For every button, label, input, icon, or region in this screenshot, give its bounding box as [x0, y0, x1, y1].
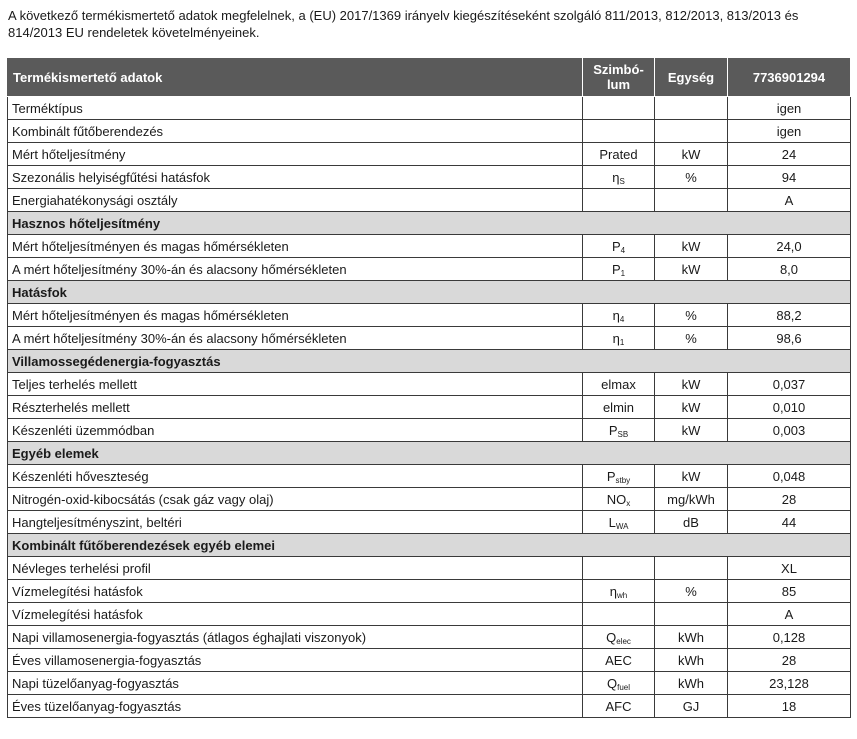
row-symbol	[583, 649, 655, 672]
symbol-main: η	[612, 307, 620, 323]
row-value: 94	[728, 166, 851, 189]
table-row	[8, 603, 851, 626]
table-row	[8, 511, 851, 534]
table-row	[8, 488, 851, 511]
row-unit: kW	[655, 235, 728, 258]
table-row	[8, 258, 851, 281]
symbol-main: P	[611, 238, 621, 254]
row-label: Napi tüzelőanyag-fogyasztás	[8, 672, 583, 695]
table-row	[8, 649, 851, 672]
row-unit: kW	[655, 143, 728, 166]
row-symbol	[583, 557, 655, 580]
symbol-main: P	[606, 468, 616, 484]
row-symbol	[583, 580, 655, 603]
intro-text: A következő termékismertető adatok megfelelnek, a (EU) 2017/1369 irányelv kiegészítéseként szolgáló 811/2013, 812/2013, 813/2013 és 814/2013 EU rendeletek követelményeinek.	[8, 8, 799, 40]
section-row	[8, 442, 851, 465]
row-unit	[655, 603, 728, 626]
row-unit: kWh	[655, 649, 728, 672]
row-label: Szezonális helyiségfűtési hatásfok	[8, 166, 583, 189]
row-value: 23,128	[728, 672, 851, 695]
row-label: Részterhelés mellett	[8, 396, 583, 419]
table-row	[8, 143, 851, 166]
row-symbol	[583, 304, 655, 327]
header-product-data: Termékismertető adatok	[8, 58, 583, 97]
symbol-subscript: S	[619, 176, 625, 186]
row-value: 28	[728, 649, 851, 672]
row-symbol	[583, 603, 655, 626]
row-unit: kWh	[655, 672, 728, 695]
table-row	[8, 327, 851, 350]
table-row	[8, 97, 851, 120]
row-value: 18	[728, 695, 851, 718]
row-label: Mért hőteljesítmény	[8, 143, 583, 166]
row-value: 24	[728, 143, 851, 166]
symbol-main: AEC	[605, 652, 632, 668]
row-label: Éves villamosenergia-fogyasztás	[8, 649, 583, 672]
table-row	[8, 419, 851, 442]
row-value: 0,003	[728, 419, 851, 442]
symbol-subscript: 4	[620, 245, 626, 255]
row-symbol	[583, 373, 655, 396]
row-label: Napi villamosenergia-fogyasztás (átlagos éghajlati viszonyok)	[8, 626, 583, 649]
product-data-table	[7, 57, 851, 718]
row-unit: kW	[655, 465, 728, 488]
row-unit: kW	[655, 396, 728, 419]
row-unit: %	[655, 580, 728, 603]
row-label: Éves tüzelőanyag-fogyasztás	[8, 695, 583, 718]
row-label: Készenléti hőveszteség	[8, 465, 583, 488]
symbol-main: Q	[606, 629, 617, 645]
section-title: Egyéb elemek	[8, 442, 851, 465]
symbol-main: η	[612, 330, 620, 346]
section-row	[8, 281, 851, 304]
header-symbol	[583, 58, 655, 97]
row-label: Teljes terhelés mellett	[8, 373, 583, 396]
row-symbol	[583, 258, 655, 281]
row-value: 8,0	[728, 258, 851, 281]
row-label: Vízmelegítési hatásfok	[8, 580, 583, 603]
symbol-main: Prated	[599, 146, 638, 162]
header-product-number: 7736901294	[728, 58, 851, 97]
symbol-main: elmax	[601, 376, 636, 392]
row-symbol	[583, 143, 655, 166]
header-unit: Egység	[655, 58, 728, 97]
symbol-subscript: fuel	[617, 682, 631, 692]
symbol-subscript: 1	[620, 268, 626, 278]
row-unit: dB	[655, 511, 728, 534]
symbol-main: η	[612, 169, 620, 185]
row-symbol	[583, 189, 655, 212]
row-unit: mg/kWh	[655, 488, 728, 511]
section-title: Hasznos hőteljesítmény	[8, 212, 851, 235]
row-symbol	[583, 511, 655, 534]
row-symbol	[583, 465, 655, 488]
row-label: Készenléti üzemmódban	[8, 419, 583, 442]
row-label: Kombinált fűtőberendezés	[8, 120, 583, 143]
row-unit: %	[655, 327, 728, 350]
table-header-row	[8, 58, 851, 97]
table-row	[8, 235, 851, 258]
table-row	[8, 189, 851, 212]
symbol-main: elmin	[602, 399, 635, 415]
row-value: igen	[728, 97, 851, 120]
row-value: A	[728, 603, 851, 626]
header-symbol-line2: lum	[606, 77, 631, 92]
table-row	[8, 120, 851, 143]
row-value: 28	[728, 488, 851, 511]
row-unit	[655, 120, 728, 143]
row-symbol	[583, 672, 655, 695]
row-symbol	[583, 327, 655, 350]
header-symbol-line1: Szimbó-	[593, 62, 644, 77]
row-value: 98,6	[728, 327, 851, 350]
row-value: 85	[728, 580, 851, 603]
row-symbol	[583, 488, 655, 511]
row-value: 0,010	[728, 396, 851, 419]
row-unit: kW	[655, 419, 728, 442]
symbol-subscript: SB	[617, 429, 629, 439]
table-row	[8, 396, 851, 419]
row-value: 44	[728, 511, 851, 534]
row-label: A mért hőteljesítmény 30%-án és alacsony hőmérsékleten	[8, 327, 583, 350]
row-symbol	[583, 695, 655, 718]
row-value: XL	[728, 557, 851, 580]
table-row	[8, 304, 851, 327]
row-value: 0,048	[728, 465, 851, 488]
symbol-subscript: 1	[619, 337, 625, 347]
row-value: igen	[728, 120, 851, 143]
row-label: Terméktípus	[8, 97, 583, 120]
row-label: Mért hőteljesítményen és magas hőmérsékleten	[8, 304, 583, 327]
row-symbol	[583, 235, 655, 258]
symbol-main: η	[609, 583, 617, 599]
symbol-main: NO	[606, 491, 627, 507]
symbol-main: P	[608, 422, 618, 438]
section-title: Kombinált fűtőberendezések egyéb elemei	[8, 534, 851, 557]
row-value: A	[728, 189, 851, 212]
symbol-subscript: WA	[615, 521, 629, 531]
row-symbol	[583, 419, 655, 442]
table-row	[8, 672, 851, 695]
row-label: Hangteljesítményszint, beltéri	[8, 511, 583, 534]
row-label: Nitrogén-oxid-kibocsátás (csak gáz vagy olaj)	[8, 488, 583, 511]
table-row	[8, 580, 851, 603]
symbol-main: L	[608, 514, 616, 530]
table-row	[8, 695, 851, 718]
section-title: Hatásfok	[8, 281, 851, 304]
row-symbol	[583, 396, 655, 419]
symbol-subscript: 4	[619, 314, 625, 324]
table-row	[8, 626, 851, 649]
table-row	[8, 465, 851, 488]
section-row	[8, 350, 851, 373]
row-value: 24,0	[728, 235, 851, 258]
row-unit: %	[655, 166, 728, 189]
symbol-main: Q	[606, 675, 618, 691]
row-value: 0,037	[728, 373, 851, 396]
table-row	[8, 166, 851, 189]
table-row	[8, 557, 851, 580]
symbol-main: P	[611, 261, 621, 277]
section-row	[8, 212, 851, 235]
symbol-main: AFC	[605, 698, 632, 714]
row-unit: kW	[655, 258, 728, 281]
row-label: A mért hőteljesítmény 30%-án és alacsony hőmérsékleten	[8, 258, 583, 281]
symbol-subscript: wh	[617, 590, 628, 600]
symbol-subscript: x	[626, 498, 631, 508]
row-symbol	[583, 166, 655, 189]
symbol-subscript: stby	[615, 475, 631, 485]
row-symbol	[583, 97, 655, 120]
row-unit: kWh	[655, 626, 728, 649]
row-label: Vízmelegítési hatásfok	[8, 603, 583, 626]
row-unit: kW	[655, 373, 728, 396]
row-value: 88,2	[728, 304, 851, 327]
row-label: Energiahatékonysági osztály	[8, 189, 583, 212]
row-label: Mért hőteljesítményen és magas hőmérsékleten	[8, 235, 583, 258]
row-symbol	[583, 120, 655, 143]
section-row	[8, 534, 851, 557]
row-unit	[655, 97, 728, 120]
row-value: 0,128	[728, 626, 851, 649]
table-row	[8, 373, 851, 396]
section-title: Villamossegédenergia-fogyasztás	[8, 350, 851, 373]
row-label: Névleges terhelési profil	[8, 557, 583, 580]
row-unit	[655, 557, 728, 580]
row-symbol	[583, 626, 655, 649]
row-unit	[655, 189, 728, 212]
row-unit: %	[655, 304, 728, 327]
symbol-subscript: elec	[616, 636, 631, 646]
row-unit: GJ	[655, 695, 728, 718]
